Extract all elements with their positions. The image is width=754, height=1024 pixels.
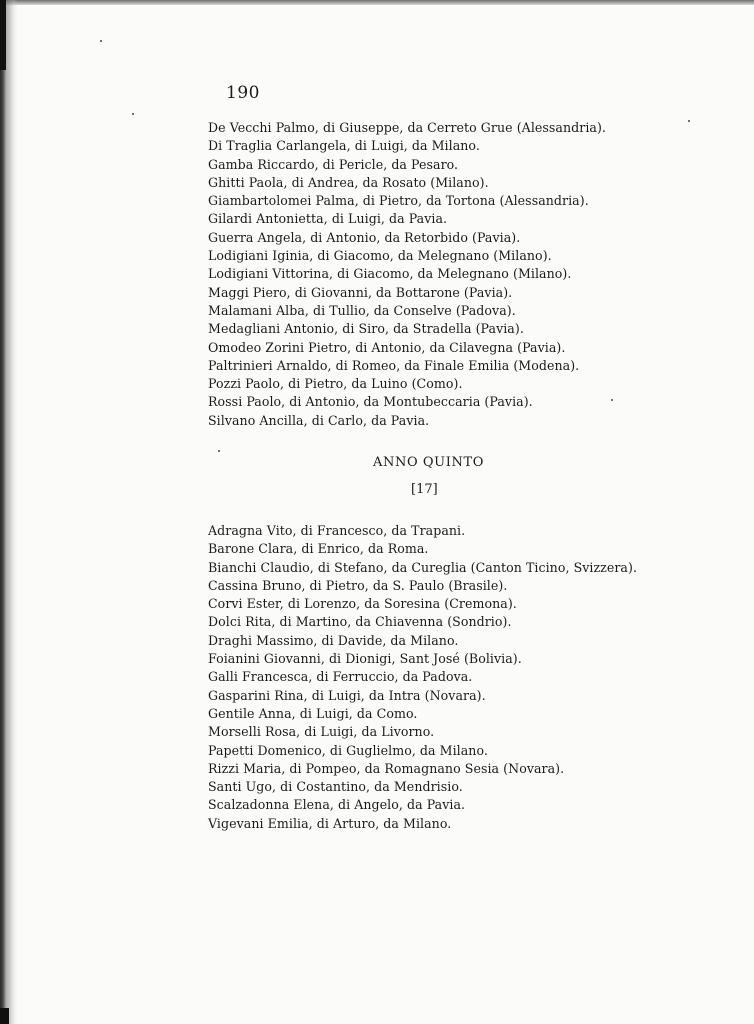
list-entry: Giambartolomei Palma, di Pietro, da Tortona (Alessandria). [208,193,589,209]
list-entry: Pozzi Paolo, di Pietro, da Luino (Como). [208,376,463,392]
list-entry: Rizzi Maria, di Pompeo, da Romagnano Sesia (Novara). [208,760,565,776]
section-count: [17] [411,482,438,497]
list-entry: Corvi Ester, di Lorenzo, da Soresina (Cremona). [208,596,517,612]
list-entry: Papetti Domenico, di Guglielmo, da Milano. [208,742,488,758]
student-list-previous-year [208,119,606,430]
list-entry: Santi Ugo, di Costantino, da Mendrisio. [208,779,463,795]
list-entry: Gamba Riccardo, di Pericle, da Pesaro. [208,156,459,172]
paper-speck [611,399,613,401]
list-entry: Cassina Bruno, di Pietro, da S. Paulo (Brasile). [208,577,508,593]
list-entry: Malamani Alba, di Tullio, da Conselve (Padova). [208,302,516,318]
list-entry: Dolci Rita, di Martino, da Chiavenna (Sondrio). [208,614,512,630]
list-entry: Gilardi Antonietta, di Luigi, da Pavia. [208,211,448,227]
list-entry: Di Traglia Carlangela, di Luigi, da Milano. [208,138,480,154]
paper-speck [218,450,220,452]
list-entry: Barone Clara, di Enrico, da Roma. [208,541,429,557]
list-entry: Paltrinieri Arnaldo, di Romeo, da Finale Emilia (Modena). [208,357,580,373]
student-list-anno-quinto [208,522,637,833]
list-entry: Silvano Ancilla, di Carlo, da Pavia. [208,412,430,428]
paper-speck [132,113,134,115]
list-entry: Galli Francesca, di Ferruccio, da Padova. [208,669,473,685]
list-entry: De Vecchi Palmo, di Giuseppe, da Cerreto Grue (Alessandria). [208,120,606,135]
list-entry: Medagliani Antonio, di Siro, da Stradella (Pavia). [208,321,524,337]
paper-speck [100,40,102,42]
paper-speck [688,120,690,122]
binding-mark [0,0,6,70]
list-entry: Adragna Vito, di Francesco, da Trapani. [208,523,466,538]
list-entry: Gasparini Rina, di Luigi, da Intra (Novara). [208,687,486,703]
section-heading: ANNO QUINTO [373,455,484,470]
list-entry: Ghitti Paola, di Andrea, da Rosato (Milano). [208,174,489,190]
list-entry: Foianini Giovanni, di Dionigi, Sant José (Bolivia). [208,651,522,667]
page-binding-edge [0,0,18,1024]
list-entry: Maggi Piero, di Giovanni, da Bottarone (Pavia). [208,284,513,300]
list-entry: Rossi Paolo, di Antonio, da Montubeccaria (Pavia). [208,394,533,410]
list-entry: Morselli Rosa, di Luigi, da Livorno. [208,724,435,740]
list-entry: Vigevani Emilia, di Arturo, da Milano. [208,815,452,831]
list-entry: Guerra Angela, di Antonio, da Retorbido (Pavia). [208,229,521,245]
list-entry: Lodigiani Vittorina, di Giacomo, da Melegnano (Milano). [208,266,572,282]
list-entry: Draghi Massimo, di Davide, da Milano. [208,632,459,648]
list-entry: Gentile Anna, di Luigi, da Como. [208,705,418,721]
binding-mark [0,1008,9,1024]
page-number: 190 [226,83,260,103]
list-entry: Lodigiani Iginia, di Giacomo, da Melegnano (Milano). [208,248,552,264]
list-entry: Bianchi Claudio, di Stefano, da Cureglia (Canton Ticino, Svizzera). [208,559,638,575]
list-entry: Scalzadonna Elena, di Angelo, da Pavia. [208,797,466,813]
page-top-edge [0,0,754,5]
list-entry: Omodeo Zorini Pietro, di Antonio, da Cilavegna (Pavia). [208,339,566,355]
